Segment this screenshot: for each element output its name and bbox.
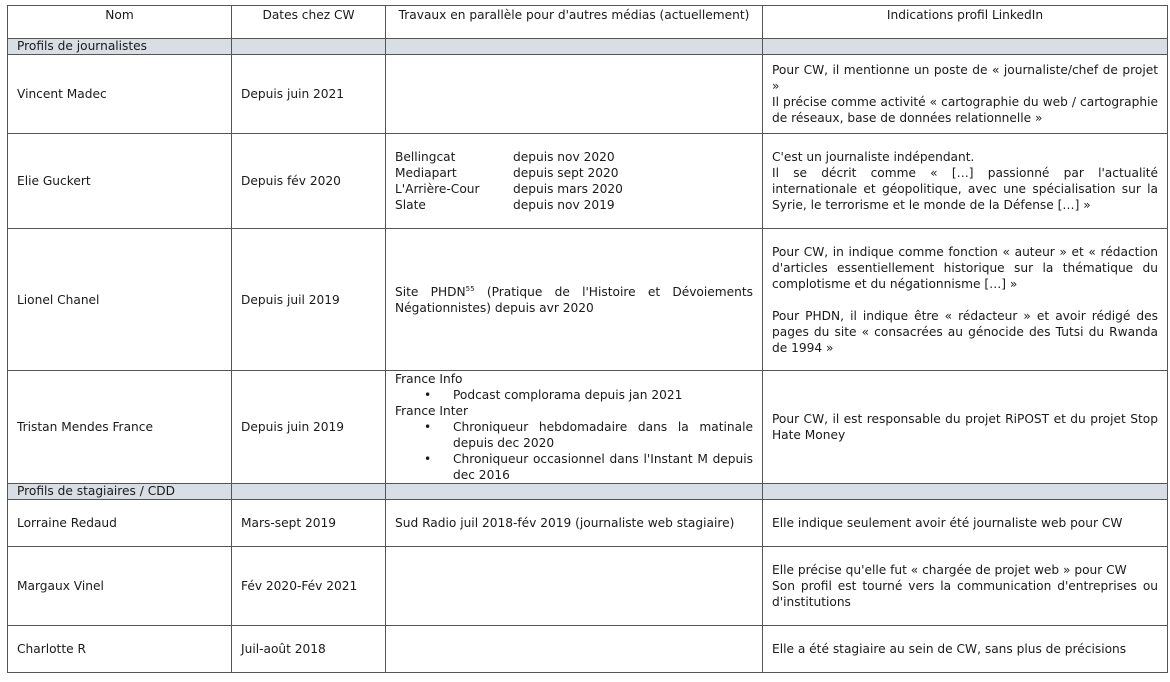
cell-name: Tristan Mendes France	[8, 371, 232, 484]
cell-dates: Juil-août 2018	[232, 626, 386, 673]
works-outlet: Bellingcat	[395, 150, 456, 164]
cell-name: Vincent Madec	[8, 55, 232, 134]
table-row	[8, 626, 1168, 673]
cell-linkedin	[763, 229, 1168, 371]
cell-name: Margaux Vinel	[8, 547, 232, 626]
linkedin-line: Son profil est tourné vers la communication d'entreprises ou d'institutions	[772, 579, 1158, 609]
linkedin-line: Il se décrit comme « […] passionné par l'actualité internationale et géopolitique, avec une spécialisation sur la Syrie, le terrorisme et le monde de la Défense […] »	[772, 166, 1158, 212]
linkedin-line: Pour CW, il mentionne un poste de « journaliste/chef de projet »	[772, 63, 1158, 93]
section-row-journalists	[8, 39, 1168, 55]
table-row	[8, 547, 1168, 626]
works-since: depuis sept 2020	[513, 166, 619, 180]
works-since: depuis nov 2020	[513, 150, 615, 164]
works-outlet: Mediapart	[395, 166, 457, 180]
section-label-journalists: Profils de journalistes	[8, 39, 232, 55]
works-since: depuis nov 2019	[513, 198, 615, 212]
linkedin-line: Il précise comme activité « cartographie du web / cartographie de réseaux, base de données relationnelle »	[772, 95, 1158, 125]
header-row	[8, 6, 1168, 39]
list-item: • Chroniqueur occasionnel dans l'Instant M depuis dec 2016	[453, 451, 753, 483]
table-row	[8, 55, 1168, 134]
cell-linkedin	[763, 500, 1168, 547]
works-list	[395, 419, 753, 483]
cell-works	[386, 371, 763, 484]
works-outlet: Slate	[395, 198, 426, 212]
works-grid	[395, 149, 753, 213]
profiles-table	[7, 5, 1168, 673]
cell-dates: Depuis juin 2019	[232, 371, 386, 484]
list-item: • Podcast complorama depuis jan 2021	[453, 387, 753, 403]
linkedin-line: Pour CW, il est responsable du projet RiPOST et du projet Stop Hate Money	[772, 412, 1158, 442]
cell-linkedin	[763, 626, 1168, 673]
works-outlet: L'Arrière-Cour	[395, 182, 480, 196]
cell-name: Lorraine Redaud	[8, 500, 232, 547]
works-list	[395, 387, 753, 403]
header-dates: Dates chez CW	[232, 6, 386, 39]
linkedin-line: Elle indique seulement avoir été journaliste web pour CW	[772, 516, 1123, 530]
cell-works	[386, 626, 763, 673]
section-label-interns: Profils de stagiaires / CDD	[8, 484, 232, 500]
cell-dates: Depuis fév 2020	[232, 134, 386, 229]
header-name: Nom	[8, 6, 232, 39]
works-outlet: France Inter	[395, 404, 469, 418]
linkedin-line: C'est un journaliste indépendant.	[772, 150, 975, 164]
cell-linkedin	[763, 134, 1168, 229]
header-works: Travaux en parallèle pour d'autres médias (actuellement)	[386, 6, 763, 39]
works-since: depuis mars 2020	[513, 182, 623, 196]
cell-name: Lionel Chanel	[8, 229, 232, 371]
cell-name: Charlotte R	[8, 626, 232, 673]
cell-name: Elie Guckert	[8, 134, 232, 229]
footnote-ref: 55	[465, 284, 475, 293]
table-row	[8, 371, 1168, 484]
works-text: Site PHDN	[395, 284, 466, 299]
linkedin-line: Pour PHDN, il indique être « rédacteur » et avoir rédigé des pages du site « consacrées au génocide des Tutsi du Rwanda de 1994 »	[772, 308, 1158, 355]
cell-works	[386, 547, 763, 626]
cell-works: Sud Radio juil 2018-fév 2019 (journaliste web stagiaire)	[386, 500, 763, 547]
list-item: • Chroniqueur hebdomadaire dans la matinale depuis dec 2020	[453, 419, 753, 451]
cell-works	[386, 229, 763, 371]
section-row-interns	[8, 484, 1168, 500]
cell-linkedin	[763, 55, 1168, 134]
cell-works	[386, 55, 763, 134]
table-row	[8, 134, 1168, 229]
works-outlet: France Info	[395, 372, 463, 386]
table-row	[8, 229, 1168, 371]
cell-works	[386, 134, 763, 229]
cell-dates: Fév 2020-Fév 2021	[232, 547, 386, 626]
linkedin-line: Pour CW, in indique comme fonction « auteur » et « rédaction d'articles essentiellement historique sur la thématique du complotisme et du négationnisme […] »	[772, 244, 1158, 291]
linkedin-line: Elle a été stagiaire au sein de CW, sans plus de précisions	[772, 642, 1127, 656]
cell-dates: Depuis juil 2019	[232, 229, 386, 371]
cell-dates: Mars-sept 2019	[232, 500, 386, 547]
table-row	[8, 500, 1168, 547]
header-linkedin: Indications profil LinkedIn	[763, 6, 1168, 39]
cell-dates: Depuis juin 2021	[232, 55, 386, 134]
cell-linkedin	[763, 371, 1168, 484]
cell-linkedin	[763, 547, 1168, 626]
works-text: (Pratique de l'Histoire et Dévoiements Négationnistes) depuis avr 2020	[395, 284, 753, 315]
linkedin-line: Elle précise qu'elle fut « chargée de projet web » pour CW	[772, 563, 1127, 577]
